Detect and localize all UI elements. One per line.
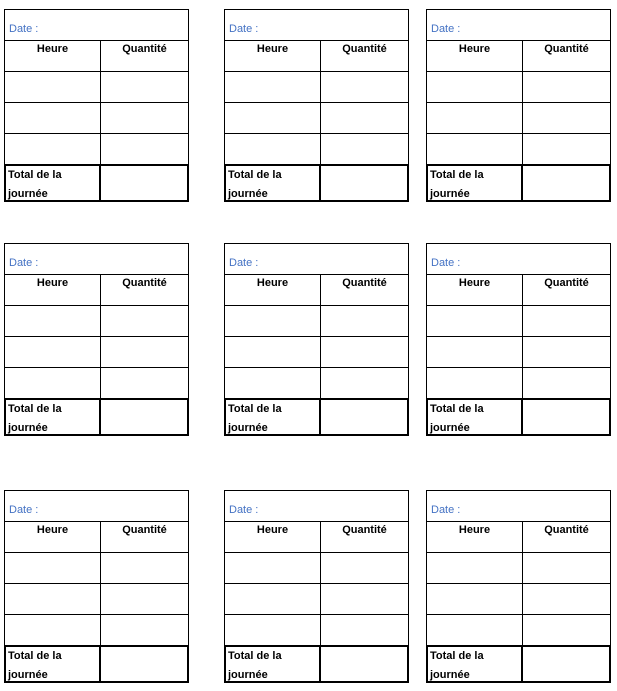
total-row [225, 646, 408, 683]
total-value-cell[interactable] [101, 647, 188, 683]
entry-row [5, 306, 188, 337]
hour-cell[interactable] [427, 615, 523, 646]
quantity-header: Quantité [122, 524, 167, 536]
quantity-cell[interactable] [101, 615, 188, 646]
total-label [225, 647, 321, 683]
total-label-line2: journée [430, 422, 470, 434]
hour-cell[interactable] [225, 306, 321, 336]
total-label-line1: Total de la [228, 650, 282, 662]
daily-log-table-r2c2 [224, 243, 409, 436]
total-label [427, 400, 523, 436]
quantity-cell[interactable] [321, 103, 408, 133]
total-value-cell[interactable] [321, 166, 408, 202]
entry-row [5, 368, 188, 399]
hour-cell[interactable] [225, 615, 321, 646]
entry-row [427, 553, 610, 584]
header-row [5, 522, 188, 553]
quantity-header: Quantité [544, 524, 589, 536]
total-label-line2: journée [228, 669, 268, 681]
quantity-header: Quantité [122, 43, 167, 55]
daily-log-table-r1c1 [4, 9, 189, 202]
hour-cell[interactable] [427, 584, 523, 614]
daily-log-table-r3c3 [426, 490, 611, 683]
quantity-cell[interactable] [101, 306, 188, 336]
entry-row [225, 72, 408, 103]
daily-log-table-r1c2 [224, 9, 409, 202]
hour-cell[interactable] [5, 306, 101, 336]
total-label-line1: Total de la [8, 403, 62, 415]
quantity-header: Quantité [544, 43, 589, 55]
total-label-line1: Total de la [430, 403, 484, 415]
quantity-cell[interactable] [523, 337, 610, 367]
hour-cell[interactable] [225, 103, 321, 133]
date-label: Date : [431, 257, 461, 269]
quantity-cell[interactable] [321, 553, 408, 583]
quantity-cell[interactable] [523, 103, 610, 133]
hour-cell[interactable] [5, 134, 101, 165]
hour-cell[interactable] [427, 103, 523, 133]
entry-row [5, 553, 188, 584]
daily-log-table-r1c3 [426, 9, 611, 202]
hour-header: Heure [225, 275, 321, 305]
total-label-line1: Total de la [430, 650, 484, 662]
entry-row [225, 306, 408, 337]
total-label [225, 166, 321, 202]
daily-log-table-r2c3 [426, 243, 611, 436]
entry-row [225, 615, 408, 646]
total-label [5, 400, 101, 436]
quantity-cell[interactable] [523, 615, 610, 646]
date-label: Date : [9, 504, 39, 516]
quantity-cell[interactable] [523, 306, 610, 336]
daily-log-table-r2c1 [4, 243, 189, 436]
entry-row [5, 72, 188, 103]
total-label-line1: Total de la [8, 650, 62, 662]
hour-cell[interactable] [5, 368, 101, 399]
entry-row [427, 337, 610, 368]
quantity-cell[interactable] [523, 72, 610, 102]
total-label-line1: Total de la [228, 169, 282, 181]
entry-row [225, 368, 408, 399]
total-label [427, 647, 523, 683]
entry-row [225, 103, 408, 134]
total-row [225, 399, 408, 436]
date-label: Date : [431, 504, 461, 516]
quantity-header: Quantité [342, 277, 387, 289]
hour-cell[interactable] [225, 72, 321, 102]
quantity-cell[interactable] [101, 553, 188, 583]
entry-row [427, 134, 610, 165]
header-row [427, 522, 610, 553]
total-label-line2: journée [8, 669, 48, 681]
quantity-cell[interactable] [523, 368, 610, 399]
entry-row [427, 584, 610, 615]
entry-row [5, 584, 188, 615]
hour-cell[interactable] [5, 615, 101, 646]
date-label: Date : [229, 257, 259, 269]
hour-cell[interactable] [5, 337, 101, 367]
hour-cell[interactable] [5, 103, 101, 133]
total-label-line2: journée [8, 422, 48, 434]
hour-cell[interactable] [225, 584, 321, 614]
quantity-cell[interactable] [523, 584, 610, 614]
total-label [225, 400, 321, 436]
total-value-cell[interactable] [523, 400, 610, 436]
hour-cell[interactable] [427, 134, 523, 165]
date-label: Date : [431, 23, 461, 35]
quantity-cell[interactable] [321, 615, 408, 646]
entry-row [427, 72, 610, 103]
quantity-cell[interactable] [321, 584, 408, 614]
date-row[interactable] [5, 491, 188, 522]
total-value-cell[interactable] [101, 166, 188, 202]
total-row [427, 165, 610, 202]
total-label [427, 166, 523, 202]
hour-cell[interactable] [5, 553, 101, 583]
total-label-line1: Total de la [430, 169, 484, 181]
quantity-cell[interactable] [321, 72, 408, 102]
total-label-line2: journée [430, 188, 470, 200]
entry-row [5, 337, 188, 368]
entry-row [427, 306, 610, 337]
quantity-header: Quantité [342, 43, 387, 55]
total-row [5, 165, 188, 202]
hour-cell[interactable] [427, 72, 523, 102]
header-row [225, 522, 408, 553]
hour-header: Heure [225, 522, 321, 552]
hour-header: Heure [225, 41, 321, 71]
hour-cell[interactable] [427, 337, 523, 367]
total-label-line2: journée [228, 422, 268, 434]
hour-header: Heure [5, 522, 101, 552]
total-label-line1: Total de la [228, 403, 282, 415]
entry-row [5, 134, 188, 165]
quantity-cell[interactable] [321, 368, 408, 399]
quantity-cell[interactable] [321, 337, 408, 367]
total-value-cell[interactable] [101, 400, 188, 436]
entry-row [427, 615, 610, 646]
hour-cell[interactable] [225, 368, 321, 399]
daily-log-table-r3c1 [4, 490, 189, 683]
quantity-cell[interactable] [101, 337, 188, 367]
total-row [427, 399, 610, 436]
entry-row [427, 368, 610, 399]
quantity-cell[interactable] [101, 134, 188, 165]
entry-row [225, 134, 408, 165]
hour-cell[interactable] [427, 306, 523, 336]
entry-row [225, 553, 408, 584]
total-row [427, 646, 610, 683]
total-label-line2: journée [228, 188, 268, 200]
date-label: Date : [9, 257, 39, 269]
quantity-cell[interactable] [101, 72, 188, 102]
quantity-header: Quantité [342, 524, 387, 536]
total-label-line2: journée [430, 669, 470, 681]
date-label: Date : [229, 23, 259, 35]
header-row [225, 275, 408, 306]
hour-cell[interactable] [5, 584, 101, 614]
entry-row [5, 103, 188, 134]
header-row [5, 275, 188, 306]
date-row[interactable] [5, 10, 188, 41]
quantity-cell[interactable] [101, 368, 188, 399]
hour-cell[interactable] [427, 368, 523, 399]
quantity-cell[interactable] [321, 306, 408, 336]
date-row[interactable] [225, 244, 408, 275]
date-row[interactable] [427, 491, 610, 522]
total-row [225, 165, 408, 202]
entry-row [5, 615, 188, 646]
date-row[interactable] [225, 491, 408, 522]
total-value-cell[interactable] [321, 400, 408, 436]
quantity-header: Quantité [122, 277, 167, 289]
date-row[interactable] [427, 244, 610, 275]
quantity-cell[interactable] [321, 134, 408, 165]
quantity-cell[interactable] [523, 134, 610, 165]
header-row [427, 275, 610, 306]
hour-cell[interactable] [225, 553, 321, 583]
quantity-cell[interactable] [523, 553, 610, 583]
total-value-cell[interactable] [523, 647, 610, 683]
quantity-cell[interactable] [101, 584, 188, 614]
header-row [427, 41, 610, 72]
total-label [5, 166, 101, 202]
date-row[interactable] [427, 10, 610, 41]
date-row[interactable] [225, 10, 408, 41]
hour-header: Heure [427, 275, 523, 305]
hour-header: Heure [427, 522, 523, 552]
hour-cell[interactable] [5, 72, 101, 102]
total-value-cell[interactable] [321, 647, 408, 683]
hour-cell[interactable] [225, 337, 321, 367]
entry-row [225, 337, 408, 368]
daily-log-table-r3c2 [224, 490, 409, 683]
total-label-line2: journée [8, 188, 48, 200]
total-row [5, 399, 188, 436]
hour-header: Heure [5, 41, 101, 71]
entry-row [427, 103, 610, 134]
hour-cell[interactable] [427, 553, 523, 583]
date-label: Date : [9, 23, 39, 35]
hour-header: Heure [5, 275, 101, 305]
hour-cell[interactable] [225, 134, 321, 165]
header-row [225, 41, 408, 72]
quantity-cell[interactable] [101, 103, 188, 133]
quantity-header: Quantité [544, 277, 589, 289]
hour-header: Heure [427, 41, 523, 71]
entry-row [225, 584, 408, 615]
date-row[interactable] [5, 244, 188, 275]
total-value-cell[interactable] [523, 166, 610, 202]
header-row [5, 41, 188, 72]
total-label-line1: Total de la [8, 169, 62, 181]
total-row [5, 646, 188, 683]
total-label [5, 647, 101, 683]
date-label: Date : [229, 504, 259, 516]
